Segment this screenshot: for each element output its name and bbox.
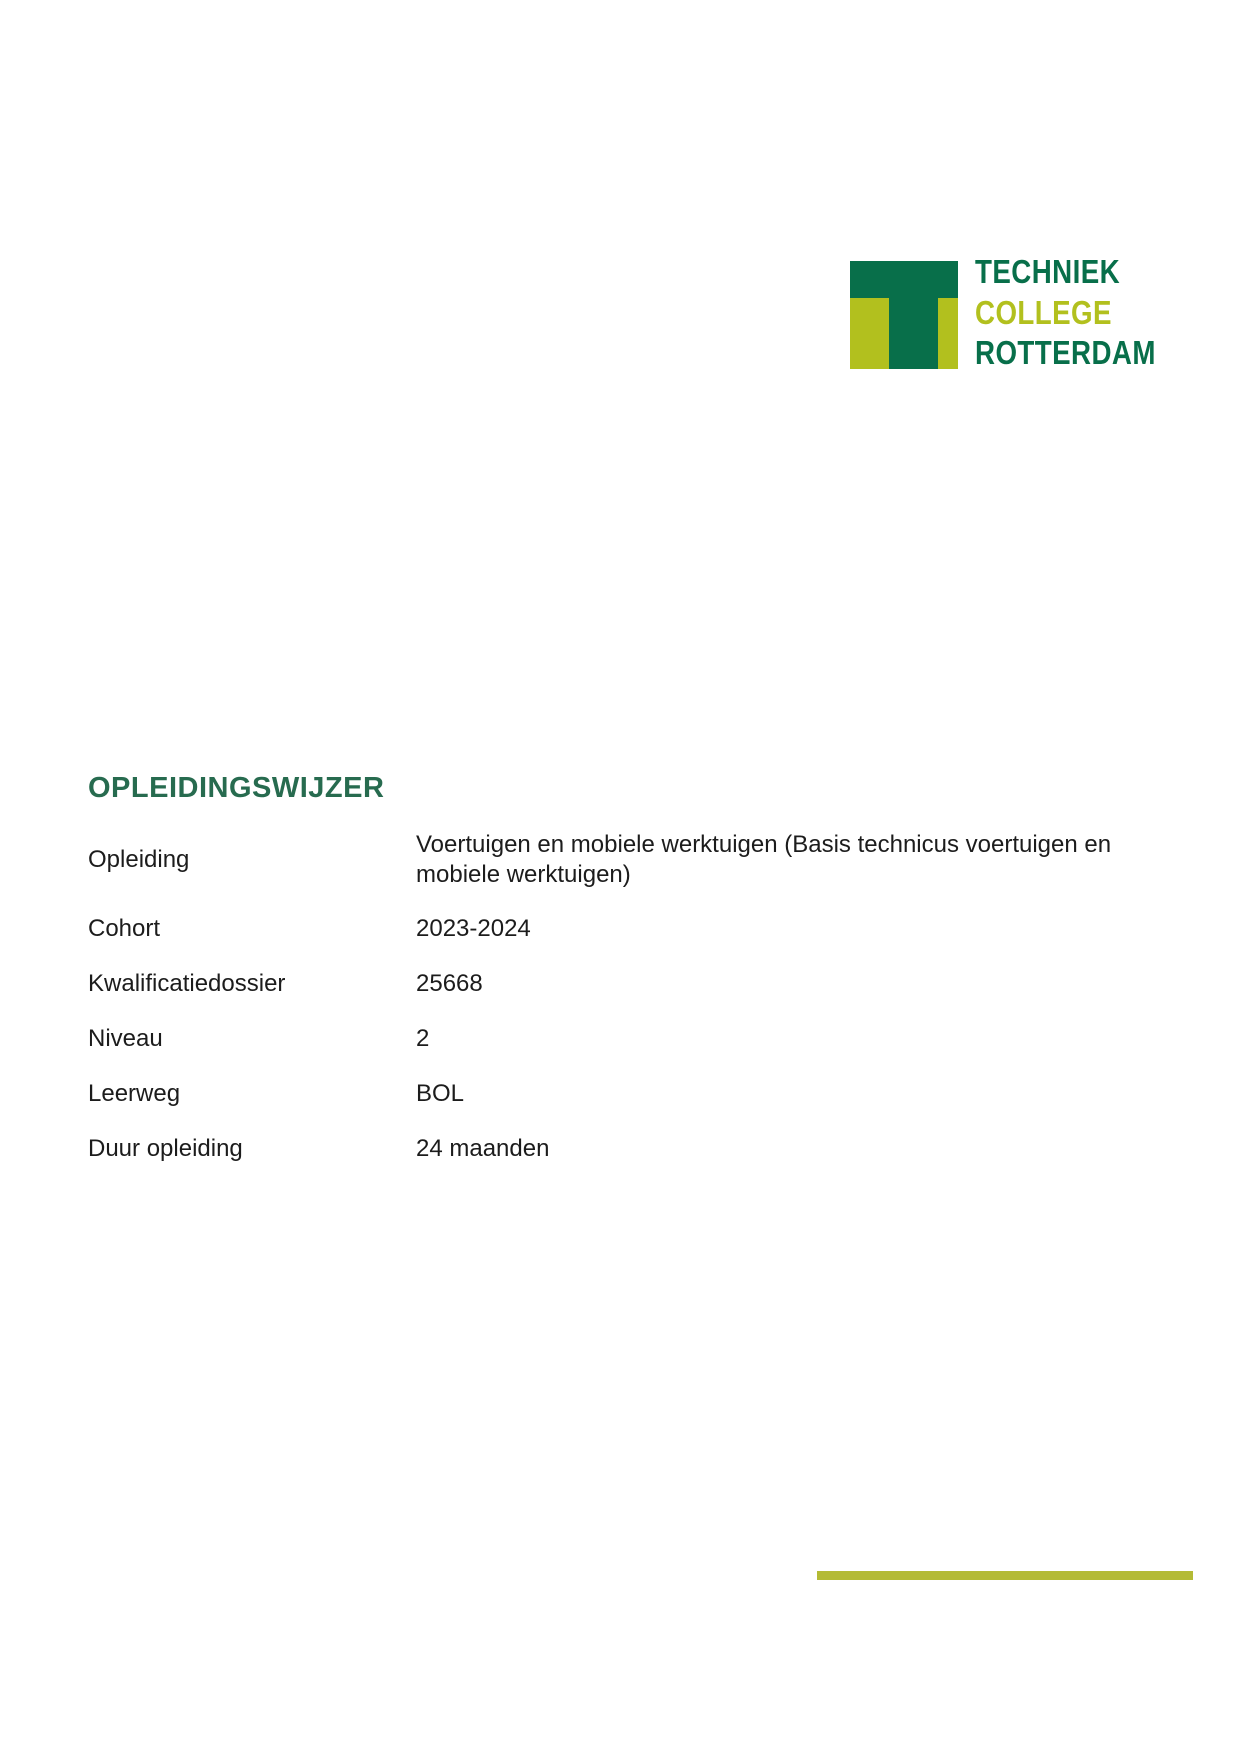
footer-accent-bar [817, 1571, 1193, 1580]
field-row-cohort [88, 914, 1152, 944]
field-row-opleiding [88, 830, 1152, 890]
logo-t-monogram-icon [850, 261, 958, 369]
wordmark-line-college: COLLEGE [975, 293, 1112, 331]
field-value: 2 [416, 1025, 430, 1052]
field-value: BOL [416, 1080, 465, 1107]
field-value: 25668 [416, 970, 483, 997]
techniek-college-rotterdam-logo [850, 253, 1190, 374]
field-row-niveau [88, 1024, 1152, 1054]
logo-t-stem [889, 298, 938, 369]
program-info-table [88, 830, 1152, 1189]
field-label: Leerweg [88, 1080, 181, 1107]
field-row-leerweg [88, 1079, 1152, 1109]
logo-lime-left-block [850, 298, 889, 369]
wordmark-line-techniek: TECHNIEK [975, 253, 1121, 290]
field-label: Niveau [88, 1025, 163, 1052]
field-label: Cohort [88, 915, 161, 942]
field-row-duur-opleiding [88, 1134, 1152, 1164]
field-value: 2023-2024 [416, 915, 531, 942]
field-label: Kwalificatiedossier [88, 970, 286, 997]
field-label: Duur opleiding [88, 1135, 243, 1162]
field-label: Opleiding [88, 846, 190, 873]
logo-lime-right-block [938, 298, 958, 369]
field-value: Voertuigen en mobiele werktuigen (Basis technicus voertuigen en mobiele werktuigen) [416, 831, 1112, 888]
logo-wordmark [975, 252, 1190, 374]
field-value: 24 maanden [416, 1135, 550, 1162]
field-row-kwalificatiedossier [88, 969, 1152, 999]
logo-top-band [850, 261, 958, 298]
page-title: OPLEIDINGSWIJZER [88, 772, 385, 804]
wordmark-line-rotterdam: ROTTERDAM [975, 334, 1156, 371]
